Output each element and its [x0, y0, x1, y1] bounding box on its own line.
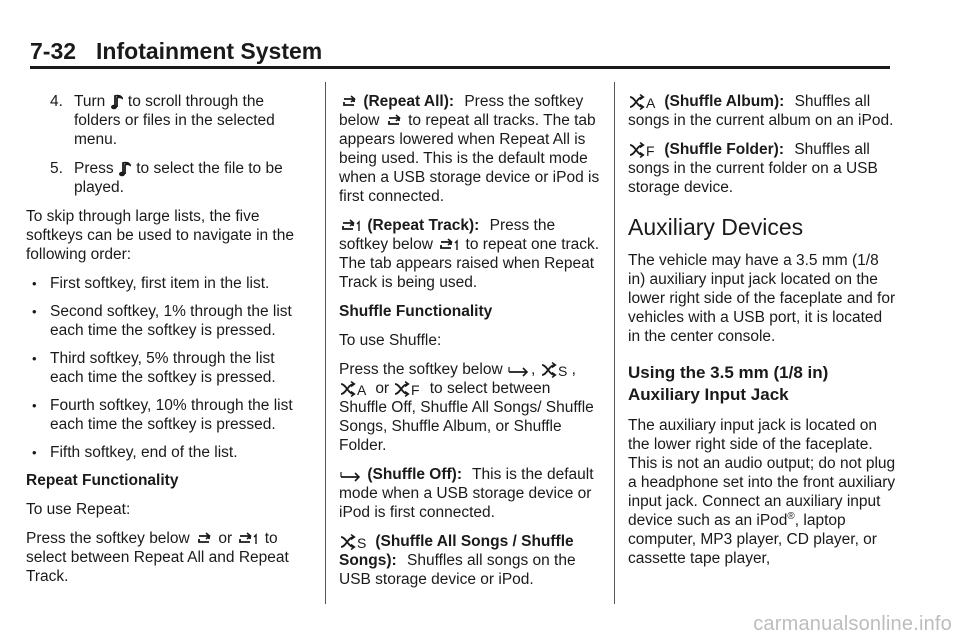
column-2	[339, 92, 601, 599]
repeat-icon	[385, 113, 403, 129]
shuffle-folder-paragraph: F (Shuffle Folder): Shuffles all songs in the current folder on a USB storage device.	[628, 141, 878, 196]
shuffle-album-icon	[340, 381, 370, 397]
step-4: 4. Turn to scroll through the folders or files in the selected menu.	[50, 93, 275, 148]
shuffle-off-icon	[508, 362, 530, 378]
svg-text:F: F	[411, 382, 420, 397]
svg-text:S: S	[357, 535, 367, 550]
shuffle-off-icon	[340, 467, 362, 483]
shuffle-album-icon	[629, 94, 659, 110]
aux-jack-paragraph: The auxiliary input jack is located on the lower right side of the faceplate. This is not an audio output; do not plug a headphone set into the front auxiliary input jack. Connect an auxiliary input device such as an iPod®, laptop computer, MP3 player, CD player, or cassette tape player,	[628, 417, 896, 567]
step-5: 5. Press to select the file to be played.	[50, 160, 283, 196]
repeat-one-icon	[237, 531, 259, 547]
shuffle-press-paragraph: Press the softkey below , S , A or F to select between Shuffle Off, Shuffle All Songs/ Shuffle Songs, Shuffle Album, or Shuffle Folder.	[339, 361, 594, 454]
repeat-one-icon	[340, 218, 362, 234]
header-rule	[30, 66, 890, 69]
repeat-intro: To use Repeat:	[26, 501, 131, 518]
watermark-logo: carmanualsonline.info	[753, 613, 952, 635]
shuffle-songs-icon	[541, 362, 571, 378]
column-divider-2	[614, 82, 615, 604]
shuffle-album-paragraph: A (Shuffle Album): Shuffles all songs in the current album on an iPod.	[628, 93, 894, 129]
list-item: • Fourth softkey, 10% through the list each time the softkey is pressed.	[32, 397, 293, 433]
svg-text:S: S	[557, 363, 567, 378]
svg-text:A: A	[646, 95, 656, 110]
repeat-track-paragraph: (Repeat Track): Press the softkey below to repeat one track. The tab appears raised when Repeat Track is being used.	[339, 217, 600, 291]
aux-jack-heading: Using the 3.5 mm (1/8 in) Auxiliary Input Jack	[628, 363, 829, 404]
column-1	[26, 92, 312, 596]
column-3	[628, 92, 898, 578]
repeat-all-paragraph: (Repeat All): Press the softkey below to repeat all tracks. The tab appears lowered when Repeat All is being used. This is the default mode when a USB storage device or iPod is first connected.	[339, 93, 600, 205]
repeat-press-paragraph: Press the softkey below or to select between Repeat All and Repeat Track.	[26, 530, 289, 585]
svg-text:A: A	[357, 382, 367, 397]
list-item: • Fifth softkey, end of the list.	[32, 444, 238, 461]
list-item: • Third softkey, 5% through the list each time the softkey is pressed.	[32, 350, 276, 386]
softkey-bullets	[26, 274, 312, 462]
shuffle-folder-icon	[629, 142, 659, 158]
svg-text:F: F	[646, 143, 655, 158]
aux-devices-heading: Auxiliary Devices	[628, 214, 804, 240]
repeat-one-icon	[438, 237, 460, 253]
section-title: Infotainment System	[96, 38, 323, 64]
repeat-icon	[195, 531, 213, 547]
skip-paragraph: To skip through large lists, the five softkeys can be used to navigate in the following order:	[26, 208, 294, 263]
music-note-icon	[111, 93, 123, 110]
list-item: • First softkey, first item in the list.	[32, 275, 270, 292]
shuffle-intro: To use Shuffle:	[339, 332, 442, 349]
aux-devices-paragraph: The vehicle may have a 3.5 mm (1/8 in) auxiliary input jack located on the lower right side of the faceplate and for vehicles with a USB port, it is located in the center console.	[628, 252, 896, 345]
shuffle-songs-icon	[340, 534, 370, 550]
shuffle-all-paragraph: S (Shuffle All Songs / Shuffle Songs): Shuffles all songs on the USB storage device or iPod.	[339, 533, 576, 588]
page-number: 7-32	[30, 38, 77, 64]
repeat-heading: Repeat Functionality	[26, 472, 179, 489]
music-note-icon	[119, 160, 131, 177]
column-divider-1	[325, 82, 326, 604]
page-header	[30, 38, 888, 68]
repeat-icon	[340, 94, 358, 110]
shuffle-folder-icon	[394, 381, 424, 397]
shuffle-off-paragraph: (Shuffle Off): This is the default mode when a USB storage device or iPod is first connected.	[339, 466, 594, 521]
list-item: • Second softkey, 1% through the list each time the softkey is pressed.	[32, 303, 292, 339]
shuffle-heading: Shuffle Functionality	[339, 303, 493, 320]
